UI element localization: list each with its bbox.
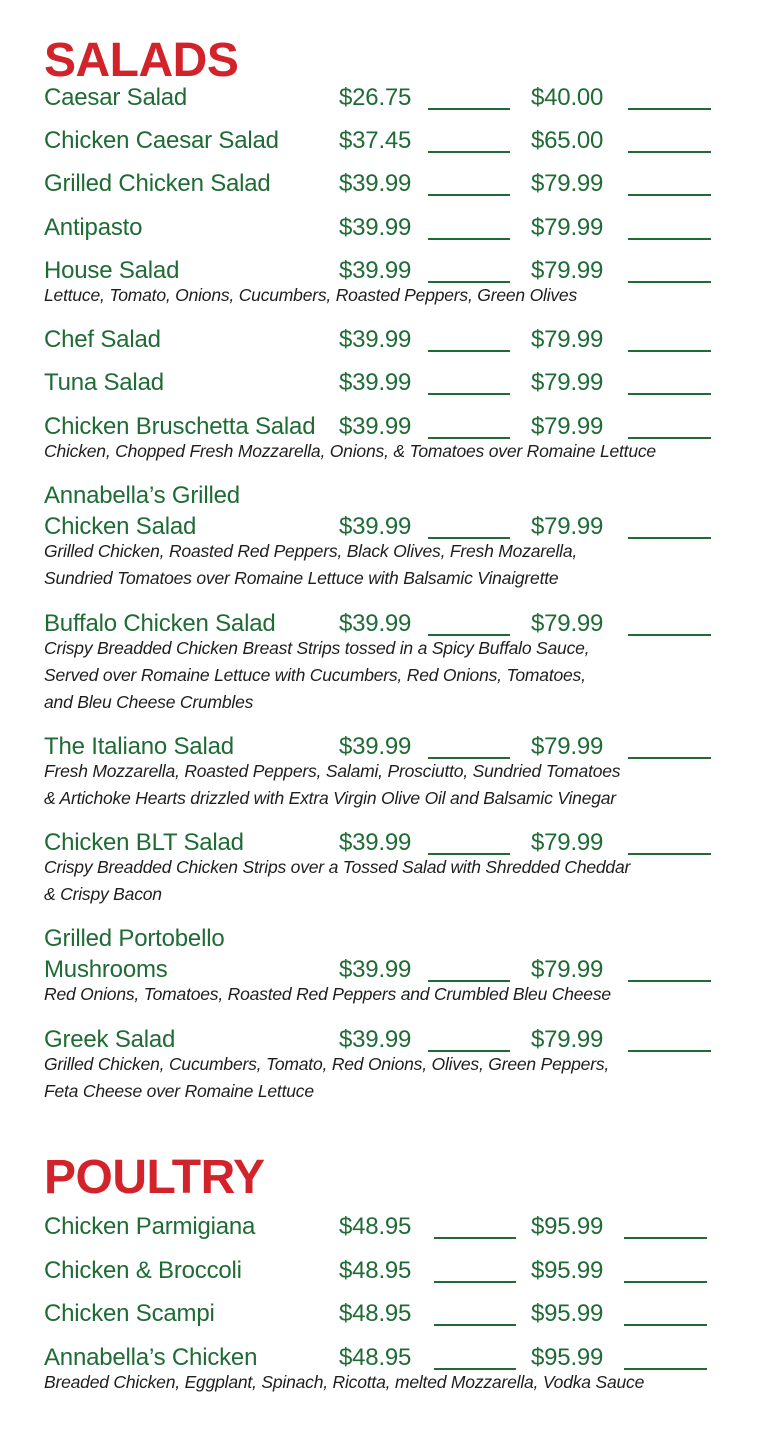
poultry-heading: POULTRY (44, 1151, 265, 1204)
item-name: Greek Salad (44, 1026, 176, 1053)
qty-blank-half[interactable] (434, 1324, 516, 1326)
item-description: & Crispy Bacon (44, 884, 162, 904)
price-half-tray: $39.99 (339, 257, 412, 284)
price-full-tray: $79.99 (531, 956, 604, 983)
item-name: Chicken Bruschetta Salad (44, 413, 316, 440)
item-name: Chicken Caesar Salad (44, 127, 279, 154)
qty-blank-half[interactable] (428, 194, 510, 196)
price-half-tray: $39.99 (339, 733, 412, 760)
qty-blank-half[interactable] (428, 108, 510, 110)
qty-blank-half[interactable] (434, 1237, 516, 1239)
qty-blank-half[interactable] (434, 1281, 516, 1283)
price-full-tray: $95.99 (531, 1213, 604, 1240)
item-description: and Bleu Cheese Crumbles (44, 692, 254, 712)
item-name: House Salad (44, 257, 180, 284)
qty-blank-half[interactable] (428, 393, 510, 395)
item-name: Chicken BLT Salad (44, 829, 244, 856)
price-full-tray: $79.99 (531, 1026, 604, 1053)
price-full-tray: $79.99 (531, 369, 604, 396)
price-half-tray: $48.95 (339, 1213, 412, 1240)
price-half-tray: $26.75 (339, 84, 412, 111)
price-half-tray: $39.99 (339, 326, 412, 353)
item-description: Served over Romaine Lettuce with Cucumbers, Red Onions, Tomatoes, (44, 665, 586, 685)
price-full-tray: $79.99 (531, 829, 604, 856)
price-half-tray: $48.95 (339, 1257, 412, 1284)
item-description: Crispy Breadded Chicken Breast Strips tossed in a Spicy Buffalo Sauce, (44, 638, 590, 658)
item-description: Fresh Mozzarella, Roasted Peppers, Salami, Prosciutto, Sundried Tomatoes (44, 761, 621, 781)
price-half-tray: $39.99 (339, 513, 412, 540)
item-description: Feta Cheese over Romaine Lettuce (44, 1081, 314, 1101)
price-half-tray: $48.95 (339, 1344, 412, 1371)
price-half-tray: $39.99 (339, 610, 412, 637)
item-name: Chicken Parmigiana (44, 1213, 256, 1240)
price-half-tray: $39.99 (339, 369, 412, 396)
price-full-tray: $40.00 (531, 84, 604, 111)
qty-blank-full[interactable] (624, 1324, 707, 1326)
qty-blank-full[interactable] (628, 108, 711, 110)
price-half-tray: $37.45 (339, 127, 412, 154)
price-half-tray: $39.99 (339, 170, 412, 197)
price-half-tray: $48.95 (339, 1300, 412, 1327)
price-half-tray: $39.99 (339, 956, 412, 983)
price-half-tray: $39.99 (339, 214, 412, 241)
item-name: Antipasto (44, 214, 143, 241)
item-description: Grilled Chicken, Cucumbers, Tomato, Red Onions, Olives, Green Peppers, (44, 1054, 610, 1074)
qty-blank-full[interactable] (628, 238, 711, 240)
price-full-tray: $95.99 (531, 1300, 604, 1327)
item-name: Caesar Salad (44, 84, 188, 111)
item-description: Sundried Tomatoes over Romaine Lettuce with Balsamic Vinaigrette (44, 568, 559, 588)
item-description: Crispy Breadded Chicken Strips over a Tossed Salad with Shredded Cheddar (44, 857, 631, 877)
item-name: The Italiano Salad (44, 733, 234, 760)
price-full-tray: $79.99 (531, 513, 604, 540)
price-half-tray: $39.99 (339, 413, 412, 440)
item-name: Grilled Chicken Salad (44, 170, 271, 197)
item-name: Chicken Scampi (44, 1300, 215, 1327)
qty-blank-half[interactable] (428, 238, 510, 240)
price-full-tray: $79.99 (531, 610, 604, 637)
item-name: Tuna Salad (44, 369, 164, 396)
price-full-tray: $79.99 (531, 170, 604, 197)
item-description: Red Onions, Tomatoes, Roasted Red Peppers and Crumbled Bleu Cheese (44, 984, 611, 1004)
item-name: Chicken & Broccoli (44, 1257, 242, 1284)
item-name: Mushrooms (44, 956, 168, 983)
item-description: Lettuce, Tomato, Onions, Cucumbers, Roasted Peppers, Green Olives (44, 285, 578, 305)
price-full-tray: $79.99 (531, 214, 604, 241)
item-name: Chef Salad (44, 326, 161, 353)
item-description: Breaded Chicken, Eggplant, Spinach, Ricotta, melted Mozzarella, Vodka Sauce (44, 1372, 645, 1392)
qty-blank-full[interactable] (624, 1281, 707, 1283)
item-description: & Artichoke Hearts drizzled with Extra Virgin Olive Oil and Balsamic Vinegar (44, 788, 616, 808)
price-full-tray: $95.99 (531, 1344, 604, 1371)
qty-blank-half[interactable] (428, 151, 510, 153)
qty-blank-full[interactable] (628, 151, 711, 153)
qty-blank-half[interactable] (428, 350, 510, 352)
qty-blank-full[interactable] (628, 350, 711, 352)
price-full-tray: $79.99 (531, 326, 604, 353)
item-name: Buffalo Chicken Salad (44, 610, 276, 637)
price-full-tray: $79.99 (531, 257, 604, 284)
item-name: Chicken Salad (44, 513, 197, 540)
price-half-tray: $39.99 (339, 829, 412, 856)
price-full-tray: $79.99 (531, 413, 604, 440)
qty-blank-full[interactable] (628, 393, 711, 395)
price-full-tray: $95.99 (531, 1257, 604, 1284)
item-name: Annabella’s Grilled (44, 482, 240, 509)
item-name: Annabella’s Chicken (44, 1344, 258, 1371)
salads-heading: SALADS (44, 34, 239, 87)
qty-blank-full[interactable] (624, 1237, 707, 1239)
item-description: Chicken, Chopped Fresh Mozzarella, Onions, & Tomatoes over Romaine Lettuce (44, 441, 656, 461)
item-name: Grilled Portobello (44, 925, 225, 952)
price-full-tray: $65.00 (531, 127, 604, 154)
qty-blank-full[interactable] (628, 194, 711, 196)
price-half-tray: $39.99 (339, 1026, 412, 1053)
price-full-tray: $79.99 (531, 733, 604, 760)
item-description: Grilled Chicken, Roasted Red Peppers, Black Olives, Fresh Mozarella, (44, 541, 578, 561)
